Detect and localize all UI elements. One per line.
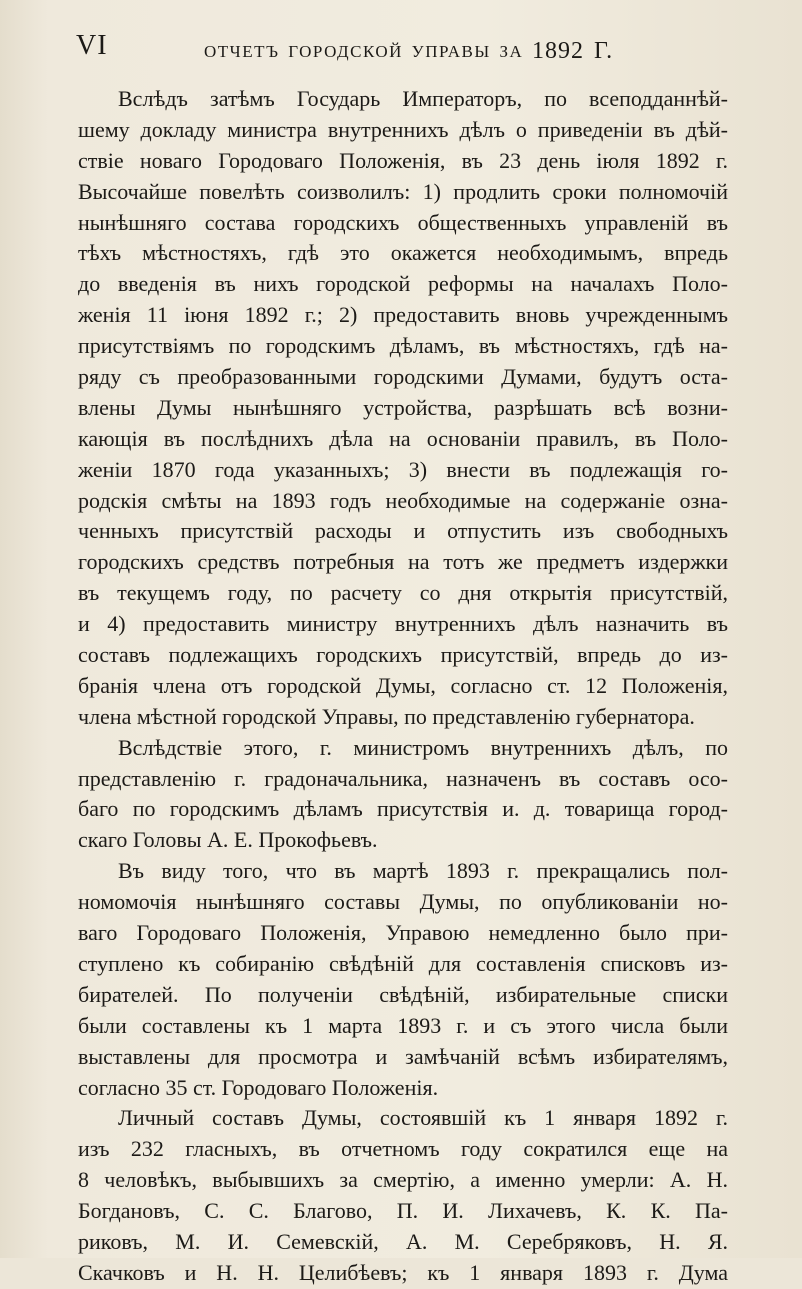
text-line: бранія члена отъ городской Думы, согласно ст. 12 Положенія, xyxy=(78,672,728,698)
text-line: Въ виду того, что въ мартѣ 1893 г. прекращались пол- xyxy=(118,858,728,884)
text-line: были составлены къ 1 марта 1893 г. и съ этого числа были xyxy=(78,1012,728,1038)
text-line: согласно 35 ст. Городоваго Положенія. xyxy=(78,1074,439,1100)
text-line: ченныхъ присутствій расходы и отпустить изъ свободныхъ xyxy=(78,518,728,544)
text-line: номомочія нынѣшняго составы Думы, по опубликованіи но- xyxy=(78,889,728,915)
text-line: ствіе новаго Городоваго Положенія, въ 23 день іюля 1892 г. xyxy=(78,147,728,173)
text-line: Высочайше повелѣть соизволилъ: 1) продлить сроки полномочій xyxy=(78,178,728,204)
text-line: риковъ, М. И. Семевскій, А. М. Серебряковъ, Н. Я. xyxy=(78,1228,728,1254)
body-text xyxy=(78,84,728,1289)
text-line: въ текущемъ году, по расчету со дня открытія присутствій, xyxy=(78,580,728,606)
text-line: баго по городскимъ дѣламъ присутствія и. д. товарища город- xyxy=(78,796,728,822)
page-number: VI xyxy=(76,30,108,61)
text-line: женіи 1870 года указанныхъ; 3) внести въ подлежащія го- xyxy=(78,456,728,482)
text-line: Скачковъ и Н. Н. Целибѣевъ; къ 1 января 1893 г. Дума xyxy=(78,1259,728,1285)
text-line: бирателей. По полученіи свѣдѣній, избирательные списки xyxy=(78,981,728,1007)
text-line: присутствіямъ по городскимъ дѣламъ, въ мѣстностяхъ, гдѣ на- xyxy=(78,333,728,359)
text-line: нынѣшняго состава городскихъ общественныхъ управленій въ xyxy=(78,209,728,235)
text-line: ступлено къ собиранію свѣдѣній для составленія списковъ из- xyxy=(78,950,728,976)
text-line: женія 11 іюня 1892 г.; 2) предоставить вновь учрежденнымъ xyxy=(78,302,728,328)
text-line: тѣхъ мѣстностяхъ, гдѣ это окажется необходимымъ, впредь xyxy=(78,240,728,266)
text-line: ваго Городоваго Положенія, Управою немедленно было при- xyxy=(78,920,728,946)
text-line: представленію г. градоначальника, назначенъ въ составъ осо- xyxy=(78,765,728,791)
text-line: составъ подлежащихъ городскихъ присутствій, впредь до из- xyxy=(78,642,728,668)
text-line: до введенія въ нихъ городской реформы на началахъ Поло- xyxy=(78,271,728,297)
text-line: скаго Головы А. Е. Прокофьевъ. xyxy=(78,827,378,853)
text-line: городскихъ средствъ потребныя на тотъ же предметъ издержки xyxy=(78,549,728,575)
running-title-year: 1892 Г. xyxy=(532,38,614,64)
running-title-text: ОТЧЕТЪ ГОРОДСКОЙ УПРАВЫ ЗА xyxy=(204,42,524,61)
text-line: ряду съ преобразованными городскими Думами, будутъ оста- xyxy=(78,364,728,390)
text-line: родскія смѣты на 1893 годъ необходимые на содержаніе озна- xyxy=(78,487,728,513)
text-line: члена мѣстной городской Управы, по представленію губернатора. xyxy=(78,703,695,729)
running-header xyxy=(76,30,736,66)
text-line: Личный составъ Думы, состоявшій къ 1 января 1892 г. xyxy=(118,1105,728,1131)
text-line: изъ 232 гласныхъ, въ отчетномъ году сократился еще на xyxy=(78,1136,728,1162)
text-line: влены Думы нынѣшняго устройства, разрѣшать всѣ возни- xyxy=(78,394,728,420)
text-line: кающія въ послѣднихъ дѣла на основаніи правилъ, въ Поло- xyxy=(78,425,728,451)
text-line: 8 человѣкъ, выбывшихъ за смертію, а именно умерли: А. Н. xyxy=(78,1167,728,1193)
text-line: выставлены для просмотра и замѣчаній всѣмъ избирателямъ, xyxy=(78,1043,728,1069)
text-line: Вслѣдствіе этого, г. министромъ внутреннихъ дѣлъ, по xyxy=(118,734,728,760)
text-line: шему докладу министра внутреннихъ дѣлъ о приведеніи въ дѣй- xyxy=(78,116,728,142)
text-line: Богдановъ, С. С. Благово, П. И. Лихачевъ, К. К. Па- xyxy=(78,1198,728,1224)
text-line: Вслѣдъ затѣмъ Государь Императоръ, по всеподданнѣй- xyxy=(118,86,728,111)
running-title xyxy=(204,37,613,64)
text-line: и 4) предоставить министру внутреннихъ дѣлъ назначить въ xyxy=(78,611,728,637)
